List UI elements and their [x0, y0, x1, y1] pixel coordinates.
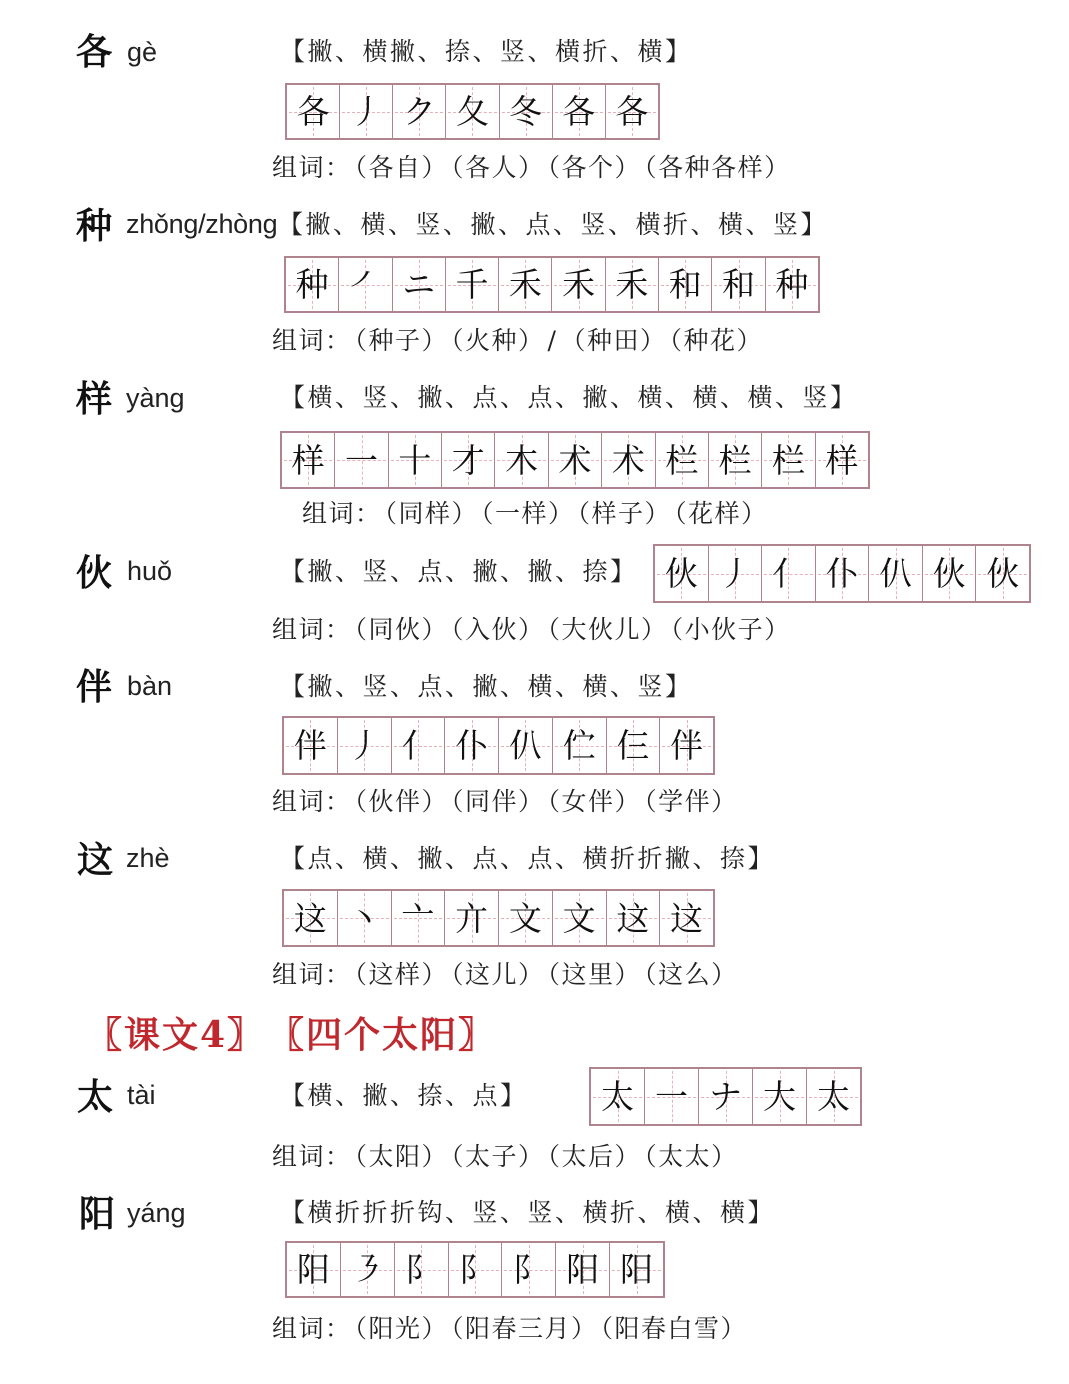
stroke-cell	[553, 718, 607, 773]
stroke-step-glyph: 阝	[512, 1250, 546, 1289]
stroke-cell	[499, 718, 553, 773]
stroke-step-glyph: 文	[508, 898, 542, 938]
stroke-cell	[923, 546, 977, 601]
stroke-step-glyph: 仈	[508, 726, 542, 765]
word-examples-label: 组词：	[272, 153, 352, 182]
stroke-step-glyph: 伙	[932, 554, 966, 593]
word-examples-label: 组词：	[272, 1142, 352, 1171]
stroke-cell	[446, 85, 499, 138]
stroke-cell	[655, 546, 709, 601]
entry-pinyin: tài	[127, 1080, 156, 1110]
stroke-step-glyph: 冬	[509, 92, 543, 131]
stroke-cell	[500, 85, 553, 138]
stroke-cell	[709, 433, 762, 487]
word-example: （这里）	[547, 960, 642, 989]
stroke-cell	[449, 1243, 503, 1296]
stroke-names: 【横、竖、撇、点、点、撇、横、横、横、竖】	[280, 383, 858, 412]
stroke-step-glyph: 各	[562, 92, 596, 131]
stroke-step-glyph: 栏	[718, 440, 752, 480]
stroke-step-glyph: 仆	[455, 726, 489, 765]
entry-pinyin: yáng	[127, 1198, 186, 1228]
word-example: （小伙子）	[670, 615, 791, 644]
word-examples-label: 组词：	[272, 960, 352, 989]
stroke-step-glyph: ニ	[402, 265, 436, 304]
stroke-step-glyph: 种	[775, 265, 809, 304]
word-example: （太子）	[451, 1142, 545, 1171]
word-example: （入伙）	[451, 615, 545, 644]
word-examples	[302, 499, 768, 529]
word-examples-label: 组词：	[302, 499, 382, 528]
stroke-cell	[282, 433, 335, 487]
word-examples	[272, 1314, 747, 1344]
stroke-cell	[660, 718, 713, 773]
stroke-cell	[591, 1069, 645, 1124]
stroke-step-glyph: 各	[296, 92, 330, 131]
stroke-step-glyph: ㇋	[350, 1250, 384, 1289]
word-example: （这样）	[354, 960, 449, 989]
lesson-title-heading: 〖四个太阳〗	[268, 1014, 497, 1056]
word-example: （种田）	[560, 326, 667, 355]
stroke-names: 【撇、竖、点、撇、撇、捺】	[280, 557, 638, 586]
stroke-cell	[607, 891, 661, 945]
word-examples-label: 组词：	[272, 326, 352, 355]
stroke-step-glyph: 术	[558, 440, 592, 480]
stroke-cell	[287, 1243, 341, 1296]
word-example: （种花）	[669, 326, 764, 355]
stroke-cell	[656, 433, 709, 487]
stroke-step-glyph: 文	[562, 898, 596, 938]
stroke-step-glyph: 仆	[825, 554, 859, 593]
stroke-cell	[762, 546, 816, 601]
word-example: （各种各样）	[644, 153, 791, 182]
stroke-cell	[284, 718, 338, 773]
entry-pinyin: huǒ	[127, 556, 173, 586]
stroke-cell	[753, 1069, 807, 1124]
stroke-step-glyph: 伴	[670, 726, 704, 765]
stroke-step-glyph: 禾	[615, 265, 649, 304]
stroke-names: 【撇、横、竖、撇、点、竖、横折、横、竖】	[278, 210, 829, 239]
stroke-step-glyph: 太	[817, 1077, 850, 1116]
stroke-cell	[869, 546, 923, 601]
stroke-cell	[659, 258, 712, 311]
word-example: （花样）	[674, 499, 768, 528]
stroke-step-glyph: 木	[505, 440, 539, 480]
stroke-cell	[338, 718, 392, 773]
entry-pinyin: zhè	[126, 843, 170, 873]
entry-character: 伙	[76, 552, 113, 594]
stroke-cell	[607, 718, 661, 773]
stroke-cell	[499, 891, 553, 945]
stroke-order-grid	[282, 716, 715, 775]
stroke-step-glyph: 禾	[508, 265, 542, 304]
stroke-names: 【横、撇、捺、点】	[280, 1081, 528, 1110]
stroke-step-glyph: 阳	[296, 1250, 330, 1289]
stroke-cell	[807, 1069, 860, 1124]
stroke-cell	[340, 85, 393, 138]
stroke-step-glyph: ナ	[709, 1077, 742, 1116]
word-example: （阳春三月）	[451, 1314, 598, 1343]
stroke-step-glyph: 亠	[401, 898, 435, 938]
stroke-cell	[602, 433, 655, 487]
stroke-cell	[287, 85, 340, 138]
stroke-cell	[610, 1243, 663, 1296]
stroke-order-grid	[653, 544, 1031, 603]
word-example: （火种）	[451, 326, 545, 355]
word-example: （学伴）	[644, 787, 738, 816]
stroke-order-grid	[280, 431, 870, 489]
word-example: （各个）	[547, 153, 642, 182]
entry-character: 伴	[76, 666, 113, 708]
word-example: （伙伴）	[354, 787, 449, 816]
stroke-cell	[762, 433, 815, 487]
stroke-step-glyph: 太	[601, 1077, 634, 1116]
word-example: （阳光）	[354, 1314, 449, 1343]
stroke-cell	[606, 258, 659, 311]
stroke-step-glyph: 仈	[879, 554, 913, 593]
stroke-step-glyph: 种	[295, 265, 329, 304]
stroke-cell	[392, 891, 446, 945]
stroke-names: 【横折折折钩、竖、竖、横折、横、横】	[280, 1198, 776, 1227]
word-example: （各人）	[451, 153, 545, 182]
word-example: （同伴）	[451, 787, 545, 816]
word-example: （样子）	[577, 499, 672, 528]
stroke-cell	[553, 85, 606, 138]
stroke-cell	[816, 546, 870, 601]
word-example: （太后）	[547, 1142, 642, 1171]
stroke-step-glyph: 伴	[293, 726, 327, 765]
lesson-number-heading: 〖课文4〗	[86, 1014, 266, 1056]
word-example: （种子）	[354, 326, 449, 355]
stroke-cell	[549, 433, 602, 487]
stroke-step-glyph: 各	[615, 92, 649, 131]
word-example: （一样）	[481, 499, 575, 528]
stroke-step-glyph: 栏	[665, 440, 699, 480]
stroke-order-grid	[285, 83, 660, 140]
stroke-step-glyph: 丿	[718, 554, 752, 593]
entry-pinyin: gè	[127, 37, 158, 67]
stroke-step-glyph: 仨	[616, 726, 650, 765]
entry-character: 样	[76, 378, 113, 420]
stroke-step-glyph: 这	[616, 898, 650, 938]
word-example: （这儿）	[451, 960, 545, 989]
stroke-cell	[606, 85, 658, 138]
stroke-cell	[284, 891, 338, 945]
stroke-cell	[766, 258, 818, 311]
stroke-cell	[553, 891, 607, 945]
stroke-step-glyph: 术	[611, 440, 645, 480]
stroke-step-glyph: 阝	[404, 1250, 438, 1289]
word-example: （太阳）	[354, 1142, 449, 1171]
stroke-cell	[556, 1243, 610, 1296]
stroke-step-glyph: 丿	[349, 92, 383, 131]
word-example: （各自）	[354, 153, 449, 182]
entry-pinyin: yàng	[126, 383, 185, 413]
stroke-step-glyph: 伙	[986, 554, 1020, 593]
stroke-step-glyph: 亣	[455, 898, 489, 938]
stroke-step-glyph: 十	[398, 440, 432, 480]
word-examples-label: 组词：	[272, 615, 352, 644]
stroke-step-glyph: 千	[455, 265, 489, 304]
word-examples	[272, 787, 738, 817]
word-example: （阳春白雪）	[600, 1314, 748, 1343]
word-examples	[272, 960, 738, 990]
word-examples-label: 组词：	[272, 787, 352, 816]
stroke-cell	[712, 258, 765, 311]
stroke-names: 【撇、竖、点、撇、横、横、竖】	[280, 672, 693, 701]
stroke-cell	[442, 433, 495, 487]
stroke-step-glyph: 伫	[562, 726, 596, 765]
stroke-step-glyph: 和	[668, 265, 702, 304]
entry-character: 阳	[79, 1193, 116, 1235]
stroke-step-glyph: 样	[291, 440, 325, 480]
word-example: （大伙儿）	[547, 615, 668, 644]
stroke-step-glyph: 亻	[771, 554, 805, 593]
entry-character: 种	[76, 205, 113, 247]
stroke-order-grid	[282, 889, 715, 947]
word-examples	[272, 153, 791, 183]
word-example: （同伙）	[354, 615, 449, 644]
stroke-cell	[338, 891, 392, 945]
stroke-cell	[660, 891, 713, 945]
stroke-cell	[446, 258, 499, 311]
stroke-order-grid	[285, 1241, 665, 1298]
stroke-cell	[502, 1243, 556, 1296]
stroke-cell	[495, 433, 548, 487]
word-examples-label: 组词：	[272, 1314, 352, 1343]
stroke-cell	[445, 718, 499, 773]
stroke-cell	[709, 546, 763, 601]
stroke-step-glyph: 伙	[664, 554, 698, 593]
stroke-cell	[816, 433, 868, 487]
word-examples	[272, 615, 791, 645]
stroke-step-glyph: 一	[655, 1077, 688, 1116]
stroke-step-glyph: 大	[763, 1077, 796, 1116]
entry-character: 这	[77, 839, 114, 881]
word-examples	[272, 1142, 738, 1172]
stroke-step-glyph: ク	[402, 92, 436, 131]
stroke-step-glyph: 阳	[620, 1250, 654, 1289]
stroke-step-glyph: 亻	[401, 726, 435, 765]
stroke-cell	[389, 433, 442, 487]
stroke-order-grid	[284, 256, 820, 313]
stroke-step-glyph: 和	[722, 265, 756, 304]
stroke-cell	[393, 258, 446, 311]
stroke-step-glyph: 禾	[562, 265, 596, 304]
entry-character: 太	[77, 1076, 114, 1118]
stroke-names: 【撇、横撇、捺、竖、横折、横】	[280, 37, 693, 66]
stroke-step-glyph: 丶	[347, 898, 381, 938]
stroke-cell	[699, 1069, 753, 1124]
word-separator: /	[547, 326, 558, 355]
stroke-cell	[445, 891, 499, 945]
word-examples	[272, 326, 763, 356]
entry-pinyin: zhǒng/zhòng	[126, 209, 278, 239]
stroke-step-glyph: 这	[293, 898, 327, 938]
stroke-cell	[393, 85, 446, 138]
stroke-step-glyph: 这	[670, 898, 704, 938]
entry-pinyin: bàn	[127, 671, 173, 701]
stroke-step-glyph: ㇒	[348, 265, 382, 304]
stroke-cell	[645, 1069, 699, 1124]
stroke-cell	[395, 1243, 449, 1296]
stroke-cell	[552, 258, 605, 311]
stroke-step-glyph: 栏	[771, 440, 805, 480]
entry-character: 各	[76, 31, 113, 73]
stroke-cell	[286, 258, 339, 311]
stroke-cell	[335, 433, 388, 487]
stroke-step-glyph: 才	[451, 440, 485, 480]
stroke-cell	[339, 258, 392, 311]
word-example: （太太）	[644, 1142, 738, 1171]
stroke-step-glyph: 样	[825, 440, 859, 480]
stroke-cell	[341, 1243, 395, 1296]
stroke-names: 【点、横、撇、点、点、横折折撇、捺】	[280, 844, 776, 873]
stroke-cell	[392, 718, 446, 773]
stroke-step-glyph: 夂	[455, 92, 489, 131]
word-example: （同样）	[384, 499, 479, 528]
word-example: （这么）	[644, 960, 738, 989]
stroke-step-glyph: 一	[345, 440, 379, 480]
word-example: （女伴）	[547, 787, 642, 816]
stroke-step-glyph: 阳	[566, 1250, 600, 1289]
stroke-step-glyph: 丿	[347, 726, 381, 765]
stroke-step-glyph: 阝	[458, 1250, 492, 1289]
stroke-cell	[499, 258, 552, 311]
stroke-cell	[976, 546, 1029, 601]
stroke-order-grid	[589, 1067, 862, 1126]
